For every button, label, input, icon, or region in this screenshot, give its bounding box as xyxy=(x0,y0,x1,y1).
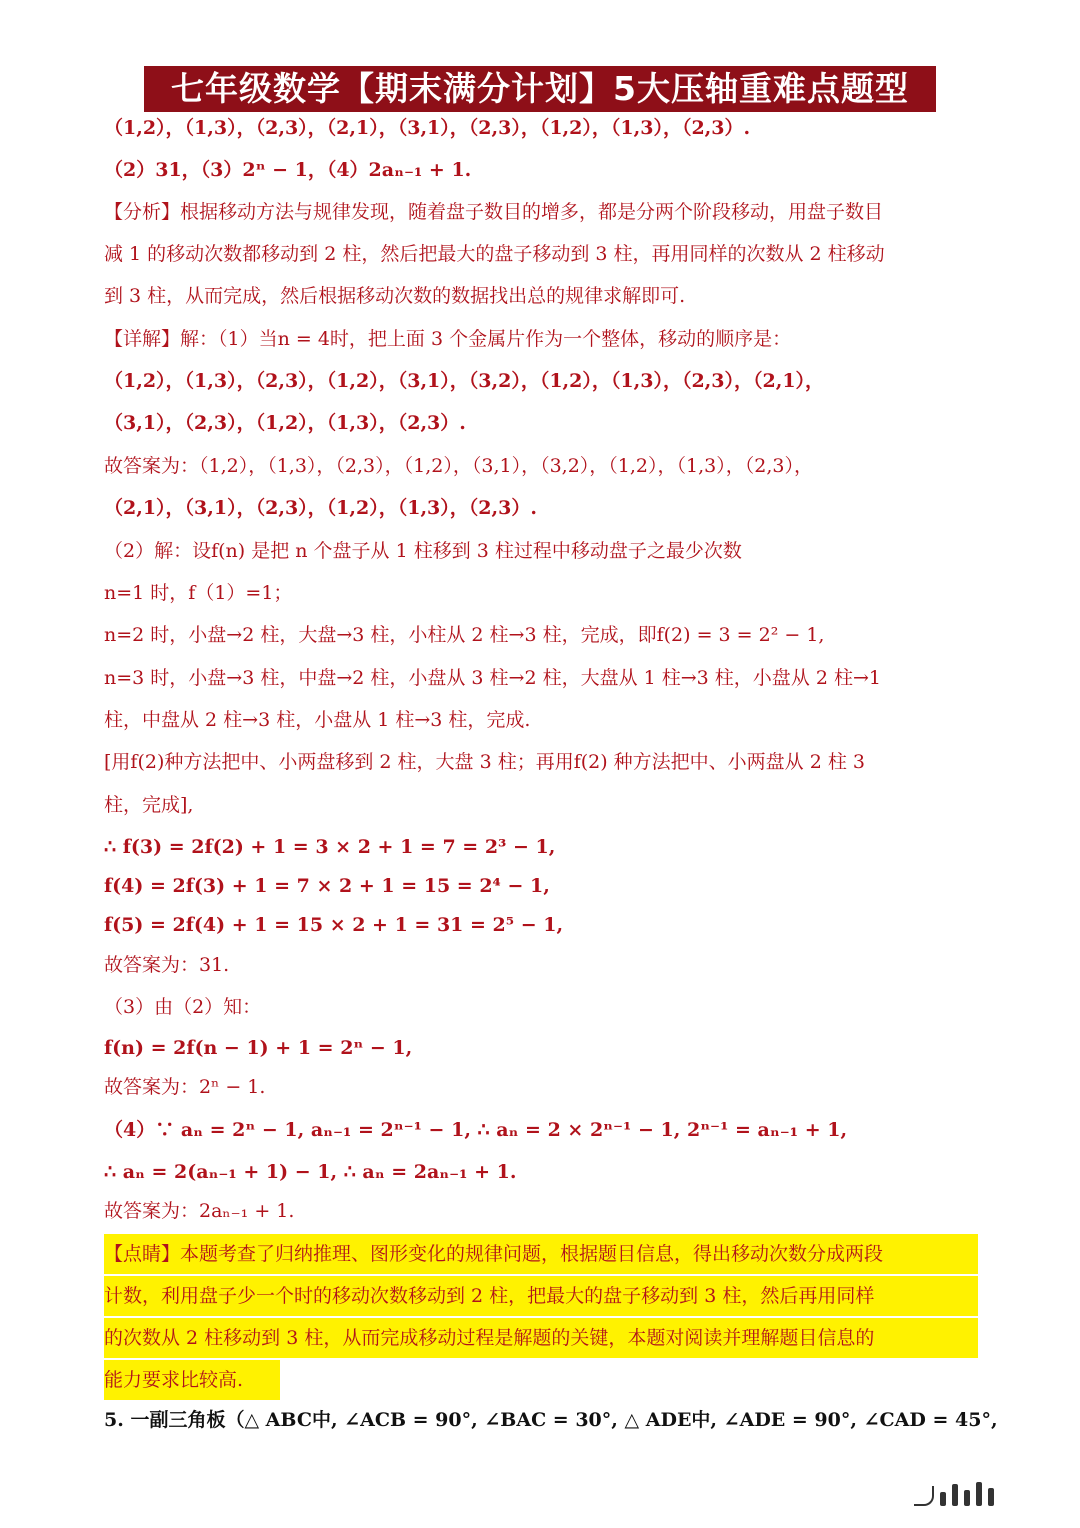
solution-line: 故答案为：（1,2），（1,3），（2,3），（1,2），（3,1），（3,2），（1,2），（1,3），（2,3）， xyxy=(104,455,813,477)
comment-line: 【点睛】本题考查了归纳推理、图形变化的规律问题，根据题目信息，得出移动次数分成两段 xyxy=(104,1243,884,1265)
solution-line: （3）由（2）知： xyxy=(104,996,262,1018)
analysis-line: 减 1 的移动次数都移动到 2 柱，然后把最大的盘子移动到 3 柱，再用同样的次数从 2 柱移动 xyxy=(104,243,885,265)
bar-icon xyxy=(976,1482,982,1506)
bar-icon xyxy=(940,1492,946,1506)
answer-line: 故答案为：2ⁿ − 1. xyxy=(104,1076,266,1098)
page-indicator xyxy=(914,1472,1054,1506)
solution-line: [用f(2)种方法把中、小两盘移到 2 柱，大盘 3 柱；再用f(2) 种方法把中、小两盘从 2 柱 3 xyxy=(104,751,865,773)
formula-line: ∴ f(3) = 2f(2) + 1 = 3 × 2 + 1 = 7 = 2³ − 1, xyxy=(104,836,556,858)
solution-line: （1,2），（1,3），（2,3），（1,2），（3,1），（3,2），（1,2），（1,3），（2,3），（2,1）， xyxy=(104,370,825,392)
next-problem: 5. 一副三角板（△ ABC中, ∠ACB = 90°, ∠BAC = 30°, △ ADE中, ∠ADE = 90°, ∠CAD = 45°, xyxy=(104,1409,998,1431)
answer-line: （1,2），（1,3），（2,3），（2,1），（3,1），（2,3），（1,2），（1,3），（2,3）. xyxy=(104,117,751,139)
formula-line: f(4) = 2f(3) + 1 = 7 × 2 + 1 = 15 = 2⁴ − 1, xyxy=(104,875,550,897)
corner-icon xyxy=(914,1486,934,1506)
comment-line: 能力要求比较高. xyxy=(104,1369,244,1391)
formula-line: f(5) = 2f(4) + 1 = 15 × 2 + 1 = 31 = 2⁵ − 1, xyxy=(104,914,564,936)
bar-icon xyxy=(988,1488,994,1506)
solution-line: n=3 时，小盘→3 柱，中盘→2 柱，小盘从 3 柱→2 柱，大盘从 1 柱→3 柱，小盘从 2 柱→1 xyxy=(104,667,881,689)
solution-line: （2,1），（3,1），（2,3），（1,2），（1,3），（2,3）. xyxy=(104,497,537,519)
solution-line: 【详解】解：（1）当n = 4时，把上面 3 个金属片作为一个整体，移动的顺序是： xyxy=(104,328,792,350)
answer-line: 故答案为：31. xyxy=(104,954,230,976)
solution-line: n=2 时，小盘→2 柱，大盘→3 柱，小柱从 2 柱→3 柱，完成，即f(2) = 3 = 2² − 1, xyxy=(104,624,825,646)
answer-line: （2）31，（3）2ⁿ − 1，（4）2aₙ₋₁ + 1. xyxy=(104,159,472,181)
formula-line: （4）∵ aₙ = 2ⁿ − 1, aₙ₋₁ = 2ⁿ⁻¹ − 1, ∴ aₙ = 2 × 2ⁿ⁻¹ − 1, 2ⁿ⁻¹ = aₙ₋₁ + 1, xyxy=(104,1119,848,1141)
solution-line: （3,1），（2,3），（1,2），（1,3），（2,3）. xyxy=(104,412,466,434)
formula-line: ∴ aₙ = 2(aₙ₋₁ + 1) − 1, ∴ aₙ = 2aₙ₋₁ + 1. xyxy=(104,1161,517,1183)
solution-line: （2）解：设f(n) 是把 n 个盘子从 1 柱移到 3 柱过程中移动盘子之最少次数 xyxy=(104,540,742,562)
bar-icon xyxy=(952,1484,958,1506)
comment-line: 计数，利用盘子少一个时的移动次数移动到 2 柱，把最大的盘子移动到 3 柱，然后再用同样 xyxy=(104,1285,875,1307)
analysis-line: 【分析】根据移动方法与规律发现，随着盘子数目的增多，都是分两个阶段移动，用盘子数目 xyxy=(104,201,884,223)
answer-line: 故答案为：2aₙ₋₁ + 1. xyxy=(104,1200,295,1222)
solution-line: 柱，中盘从 2 柱→3 柱，小盘从 1 柱→3 柱，完成. xyxy=(104,709,531,731)
bar-icon xyxy=(964,1490,970,1506)
page-title: 七年级数学【期末满分计划】5大压轴重难点题型 xyxy=(144,66,936,112)
comment-line: 的次数从 2 柱移动到 3 柱，从而完成移动过程是解题的关键，本题对阅读并理解题目信息的 xyxy=(104,1327,875,1349)
solution-line: n=1 时，f（1）=1； xyxy=(104,582,293,604)
solution-line: 柱，完成], xyxy=(104,794,194,816)
formula-line: f(n) = 2f(n − 1) + 1 = 2ⁿ − 1, xyxy=(104,1037,413,1059)
analysis-line: 到 3 柱，从而完成，然后根据移动次数的数据找出总的规律求解即可. xyxy=(104,285,686,307)
